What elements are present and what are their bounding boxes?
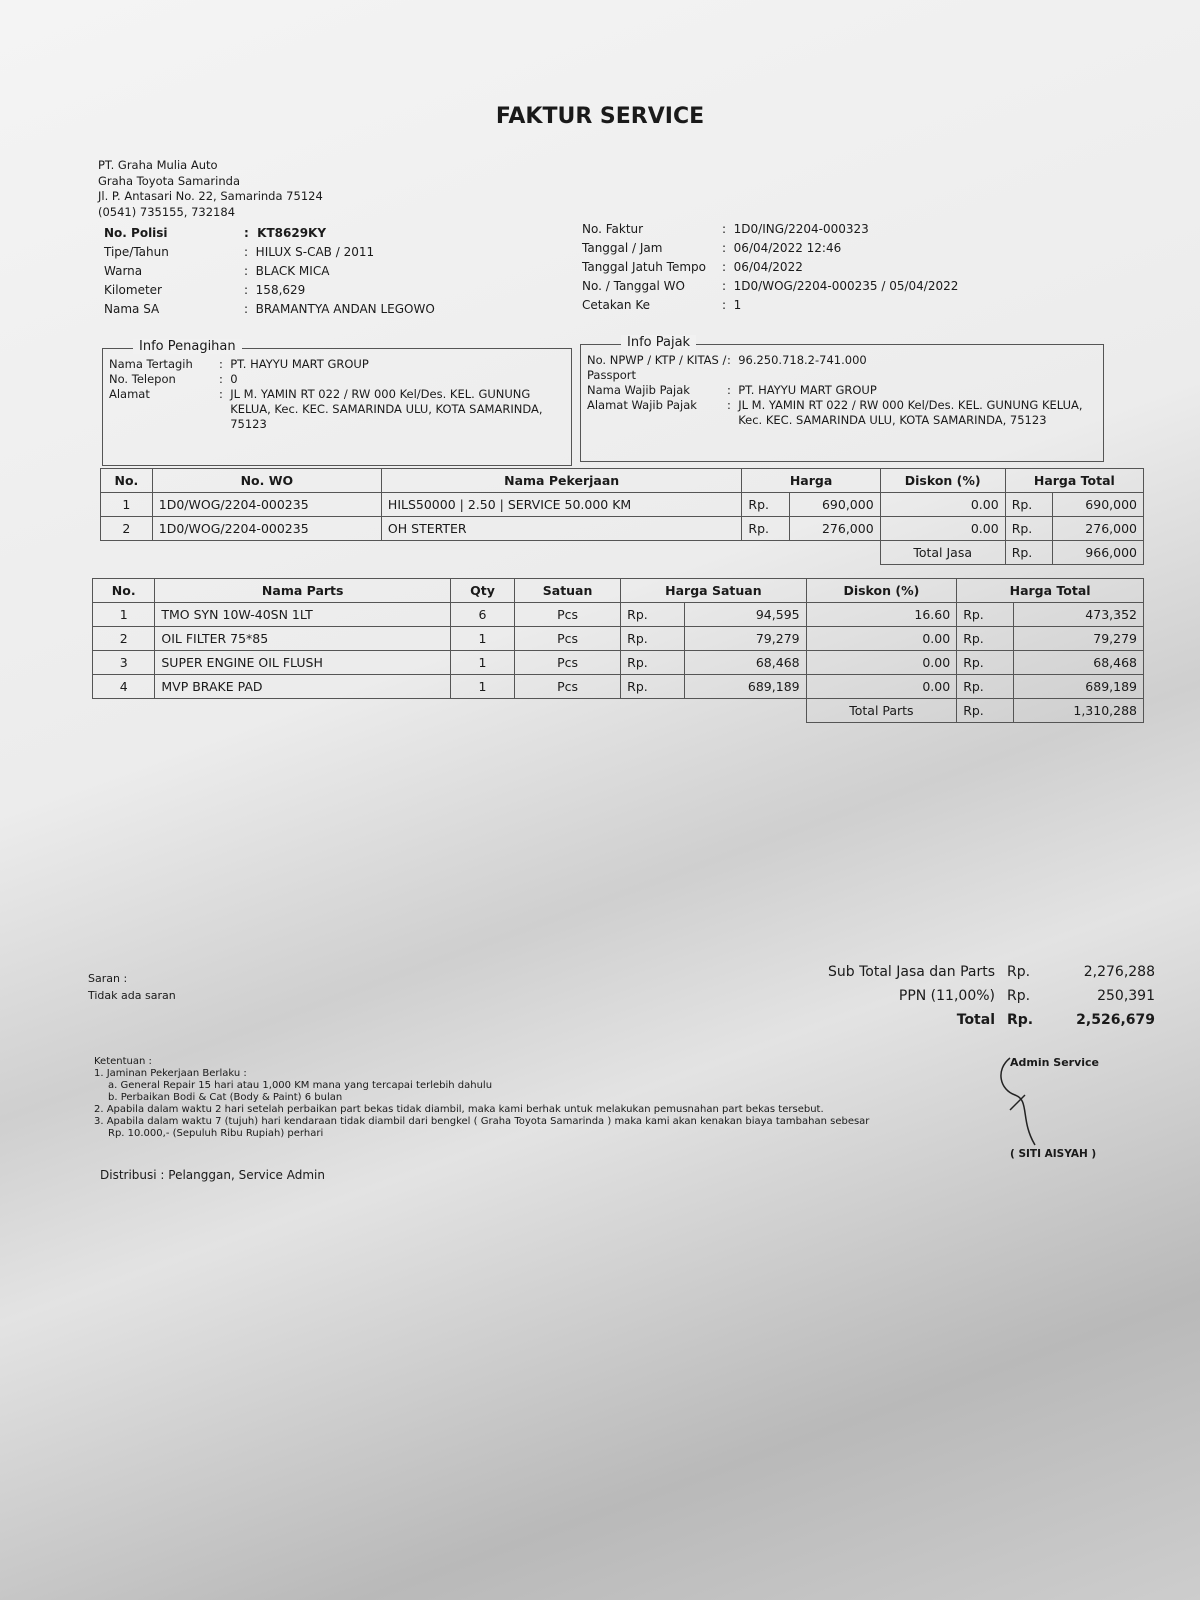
label: Tanggal Jatuh Tempo	[582, 260, 706, 274]
kilometer: 158,629	[255, 283, 306, 297]
cell: 4	[93, 675, 155, 699]
label: No. NPWP / KTP / KITAS / Passport	[587, 353, 727, 382]
invoice-number: 1D0/ING/2204-000323	[733, 222, 869, 236]
label: Nama Wajib Pajak	[587, 383, 690, 397]
cell: 68,468	[684, 651, 806, 675]
cell: Pcs	[515, 651, 621, 675]
due-date: 06/04/2022	[733, 260, 803, 274]
jobs-table	[100, 468, 1144, 565]
work-order: 1D0/WOG/2204-000235 / 05/04/2022	[733, 279, 959, 293]
parts-table	[92, 578, 1144, 723]
cell: 276,000	[789, 517, 880, 541]
cell: Rp.	[957, 699, 1014, 723]
table-row	[101, 493, 1144, 517]
label: Warna	[104, 264, 143, 278]
col-header: No.	[101, 469, 153, 493]
cell: Pcs	[515, 603, 621, 627]
cell: Rp.	[1005, 517, 1052, 541]
grand-total: 2,526,679	[1076, 1012, 1155, 1028]
cell: 690,000	[1052, 493, 1143, 517]
label: No. Faktur	[582, 222, 644, 236]
cell: 1D0/WOG/2204-000235	[152, 493, 381, 517]
cell: MVP BRAKE PAD	[155, 675, 451, 699]
cell: 16.60	[806, 603, 957, 627]
terms	[94, 1056, 869, 1140]
cell: 79,279	[1014, 627, 1144, 651]
cell: Rp.	[621, 651, 684, 675]
total-label: Total Jasa	[880, 541, 1005, 565]
company-name: PT. Graha Mulia Auto	[98, 158, 218, 172]
color: BLACK MICA	[255, 264, 330, 278]
table-row	[93, 675, 1144, 699]
label: Alamat Wajib Pajak	[587, 398, 697, 412]
summary	[800, 960, 1155, 1032]
cell: 94,595	[684, 603, 806, 627]
col-header: Harga Total	[957, 579, 1144, 603]
cell: OH STERTER	[381, 517, 741, 541]
company-address: Jl. P. Antasari No. 22, Samarinda 75124	[98, 189, 323, 203]
type-year: HILUX S-CAB / 2011	[255, 245, 375, 259]
cell: 6	[451, 603, 515, 627]
terms-heading: Ketentuan :	[94, 1056, 152, 1067]
dealer-name: Graha Toyota Samarinda	[98, 173, 240, 188]
cell: 1D0/WOG/2204-000235	[152, 517, 381, 541]
plate-number: KT8629KY	[257, 226, 327, 240]
currency: Rp.	[1007, 988, 1031, 1004]
cell: HILS50000 | 2.50 | SERVICE 50.000 KM	[381, 493, 741, 517]
label: Cetakan Ke	[582, 298, 650, 312]
cell: Rp.	[1005, 493, 1052, 517]
currency: Rp.	[1007, 964, 1031, 980]
cell: Rp.	[957, 627, 1014, 651]
label: Tanggal / Jam	[582, 241, 663, 255]
col-header: No. WO	[152, 469, 381, 493]
signature-name: ( SITI AISYAH )	[1010, 1148, 1097, 1160]
signature-role: Admin Service	[1010, 1056, 1100, 1069]
taxpayer-name: PT. HAYYU MART GROUP	[738, 383, 877, 397]
term-item: 3. Apabila dalam waktu 7 (tujuh) hari kendaraan tidak diambil dari bengkel ( Graha Toyota Samarinda ) maka kami akan kenakan biaya tambahan sebesar	[94, 1116, 870, 1127]
cell: Rp.	[742, 517, 789, 541]
term-item: a. General Repair 15 hari atau 1,000 KM mana yang tercapai terlebih dahulu	[108, 1080, 493, 1091]
cell: Pcs	[515, 627, 621, 651]
total-row	[93, 699, 1144, 723]
cell: 689,189	[1014, 675, 1144, 699]
ppn-label: PPN (11,00%)	[898, 988, 995, 1004]
table-row	[93, 627, 1144, 651]
company-phone: (0541) 735155, 732184	[98, 204, 236, 219]
cell: Rp.	[742, 493, 789, 517]
suggestion-label: Saran :	[88, 972, 128, 985]
total-row	[101, 541, 1144, 565]
label: No. / Tanggal WO	[582, 279, 685, 293]
col-header: Nama Pekerjaan	[381, 469, 741, 493]
col-header: Harga	[742, 469, 880, 493]
label: Tipe/Tahun	[104, 245, 169, 259]
total-label: Total	[956, 1012, 995, 1028]
cell: 689,189	[684, 675, 806, 699]
cell: 473,352	[1014, 603, 1144, 627]
billed-address: JL M. YAMIN RT 022 / RW 000 Kel/Des. KEL. GUNUNG KELUA, Kec. KEC. SAMARINDA ULU, KOTA SAMARINDA, 75123	[230, 387, 543, 431]
print-count: 1	[733, 298, 742, 312]
term-item: 1. Jaminan Pekerjaan Berlaku :	[94, 1068, 247, 1079]
label: Alamat	[109, 387, 150, 401]
cell: Rp.	[621, 603, 684, 627]
distribution: Distribusi : Pelanggan, Service Admin	[100, 1168, 325, 1182]
label: Kilometer	[104, 283, 162, 297]
table-row	[93, 603, 1144, 627]
invoice-info: No. Faktur : 1D0/ING/2204-000323 Tanggal / Jam : 06/04/2022 12:46 Tanggal Jatuh Tempo : 06/04/2022 No. / Tanggal WO : 1D0/WOG/2204-000235 / 05/04/2022 Cetakan Ke : 1	[582, 220, 958, 315]
col-header: Harga Total	[1005, 469, 1143, 493]
suggestion	[88, 970, 176, 1004]
cell: 1	[451, 651, 515, 675]
term-item: 2. Apabila dalam waktu 2 hari setelah perbaikan part bekas tidak diambil, maka kami berhak untuk melakukan pemusnahan part bekas tersebut.	[94, 1104, 824, 1115]
label: Nama SA	[104, 302, 160, 316]
cell: TMO SYN 10W-40SN 1LT	[155, 603, 451, 627]
currency: Rp.	[1007, 1012, 1034, 1028]
col-header: Harga Satuan	[621, 579, 806, 603]
col-header: Qty	[451, 579, 515, 603]
col-header: Nama Parts	[155, 579, 451, 603]
cell: SUPER ENGINE OIL FLUSH	[155, 651, 451, 675]
label: No. Polisi	[104, 226, 168, 240]
cell: 0.00	[806, 675, 957, 699]
vehicle-info: No. Polisi : KT8629KY Tipe/Tahun : HILUX S-CAB / 2011 Warna : BLACK MICA Kilometer : 158,629 Nama SA : BRAMANTYA ANDAN LEGOWO	[104, 224, 435, 319]
cell: 1	[451, 675, 515, 699]
cell: Rp.	[621, 627, 684, 651]
total-label: Total Parts	[806, 699, 957, 723]
cell: 2	[93, 627, 155, 651]
cell: Rp.	[621, 675, 684, 699]
col-header: Satuan	[515, 579, 621, 603]
npwp: 96.250.718.2-741.000	[738, 353, 867, 367]
invoice-datetime: 06/04/2022 12:46	[733, 241, 842, 255]
subtotal-label: Sub Total Jasa dan Parts	[828, 964, 995, 980]
taxpayer-address: JL M. YAMIN RT 022 / RW 000 Kel/Des. KEL. GUNUNG KELUA, Kec. KEC. SAMARINDA ULU, KOTA SAMARINDA, 75123	[738, 398, 1083, 427]
suggestion-value: Tidak ada saran	[88, 989, 176, 1002]
term-item: Rp. 10.000,- (Sepuluh Ribu Rupiah) perhari	[108, 1128, 324, 1139]
service-advisor: BRAMANTYA ANDAN LEGOWO	[255, 302, 435, 316]
cell: 1	[93, 603, 155, 627]
cell: Rp.	[957, 675, 1014, 699]
cell: 690,000	[789, 493, 880, 517]
cell: 0.00	[880, 493, 1005, 517]
table-row	[93, 651, 1144, 675]
term-item: b. Perbaikan Bodi & Cat (Body & Paint) 6 bulan	[108, 1092, 343, 1103]
cell: 0.00	[806, 627, 957, 651]
cell: Rp.	[957, 603, 1014, 627]
cell: 1	[101, 493, 153, 517]
cell: 79,279	[684, 627, 806, 651]
document-title: FAKTUR SERVICE	[495, 104, 705, 129]
cell: Rp.	[1005, 541, 1052, 565]
cell: 0.00	[806, 651, 957, 675]
billed-name: PT. HAYYU MART GROUP	[230, 357, 369, 371]
col-header: Diskon (%)	[880, 469, 1005, 493]
cell: 68,468	[1014, 651, 1144, 675]
billing-info-box: Info Penagihan Nama Tertagih : PT. HAYYU MART GROUP No. Telepon : 0 Alamat : JL M. YAMIN RT 022 / RW 000 Kel/Des. KEL. GUNUNG KELUA, Kec. KEC. SAMARINDA ULU, KOTA SAMARINDA, 75123	[102, 348, 572, 466]
cell: 276,000	[1052, 517, 1143, 541]
cell: 3	[93, 651, 155, 675]
table-row	[101, 517, 1144, 541]
total-parts: 1,310,288	[1014, 699, 1144, 723]
col-header: No.	[93, 579, 155, 603]
cell: 2	[101, 517, 153, 541]
tax-info-box: Info Pajak No. NPWP / KTP / KITAS / Passport : 96.250.718.2-741.000 Nama Wajib Pajak : PT. HAYYU MART GROUP Alamat Wajib Pajak : JL M. YAMIN RT 022 / RW 000 Kel/Des. KEL. GUNUNG KELUA, Kec. KEC. SAMARINDA ULU, KOTA SAMARINDA, 75123	[580, 344, 1104, 462]
total-jasa: 966,000	[1052, 541, 1143, 565]
billed-phone: 0	[230, 372, 238, 386]
cell: Rp.	[957, 651, 1014, 675]
company-info	[98, 158, 323, 220]
label: Nama Tertagih	[109, 357, 193, 371]
signature-mark	[990, 1050, 1060, 1150]
cell: 1	[451, 627, 515, 651]
billing-legend: Info Penagihan	[133, 339, 242, 354]
cell: 0.00	[880, 517, 1005, 541]
ppn-value: 250,391	[1097, 988, 1155, 1004]
tax-legend: Info Pajak	[621, 335, 696, 350]
col-header: Diskon (%)	[806, 579, 957, 603]
cell: Pcs	[515, 675, 621, 699]
subtotal-value: 2,276,288	[1083, 964, 1155, 980]
label: No. Telepon	[109, 372, 176, 386]
cell: OIL FILTER 75*85	[155, 627, 451, 651]
